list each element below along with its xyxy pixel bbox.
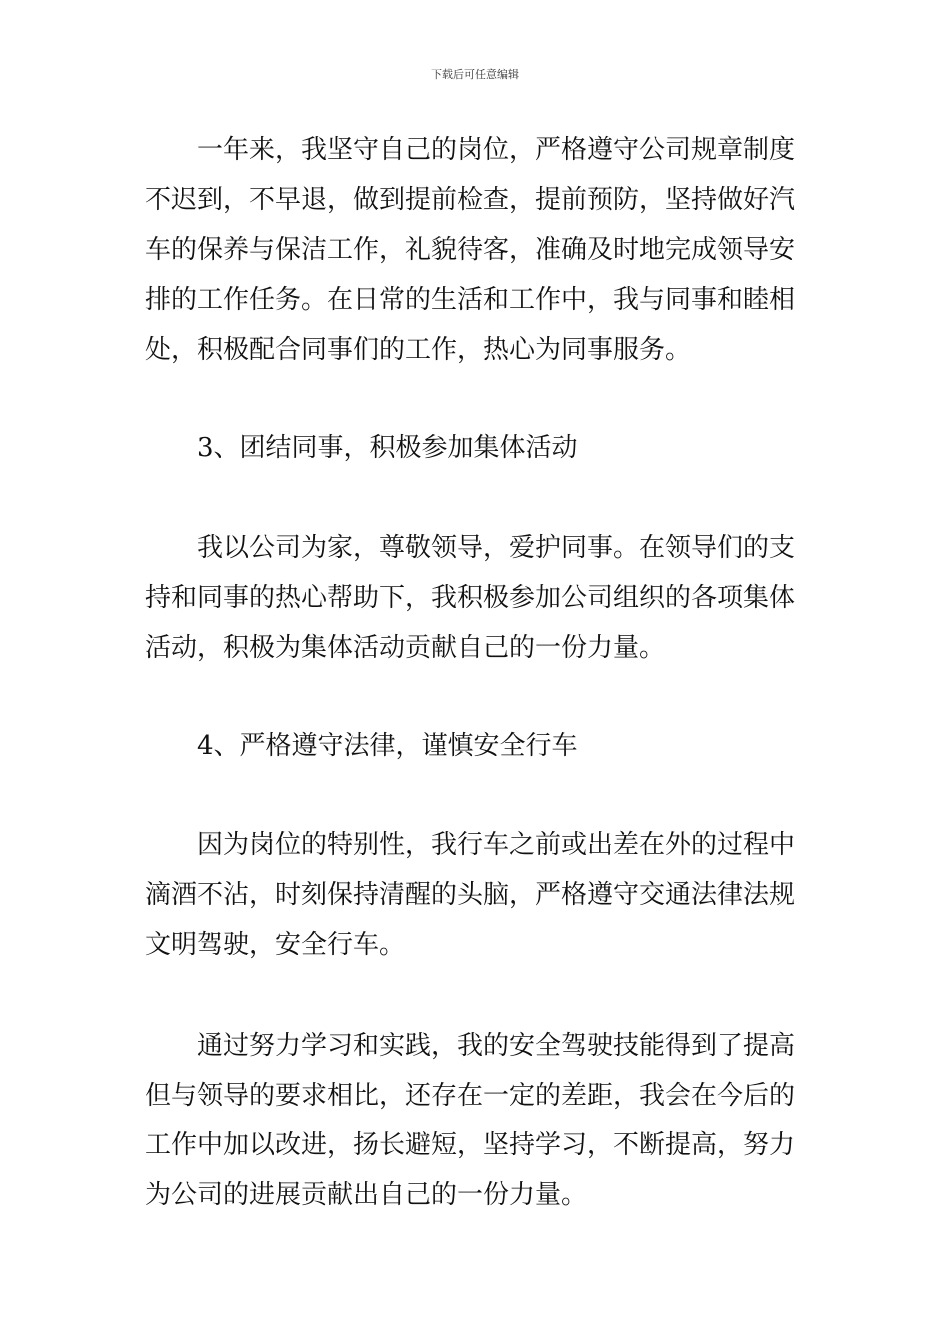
paragraph-line: 工作中加以改进，扬长避短，坚持学习，不断提高，努力 [145, 1130, 796, 1160]
paragraph-line: 文明驾驶，安全行车。 [145, 930, 406, 960]
paragraph-line: 处，积极配合同事们的工作，热心为同事服务。 [145, 335, 692, 365]
page-header: 下载后可任意编辑 [431, 68, 519, 81]
paragraph-line: 通过努力学习和实践，我的安全驾驶技能得到了提高 [145, 1031, 796, 1061]
paragraph-line: 为公司的进展贡献出自己的一份力量。 [145, 1180, 588, 1210]
paragraph-line: 活动，积极为集体活动贡献自己的一份力量。 [145, 633, 666, 663]
paragraph-line: 排的工作任务。在日常的生活和工作中，我与同事和睦相 [145, 285, 796, 315]
paragraph-line: 不迟到，不早退，做到提前检查，提前预防，坚持做好汽 [145, 185, 796, 215]
paragraph-line: 一年来，我坚守自己的岗位，严格遵守公司规章制度 [145, 135, 796, 165]
section-heading-3: 3、团结同事，积极参加集体活动 [145, 433, 578, 463]
paragraph-line: 但与领导的要求相比，还存在一定的差距，我会在今后的 [145, 1081, 796, 1111]
paragraph-line: 因为岗位的特别性，我行车之前或出差在外的过程中 [145, 830, 796, 860]
section-heading-4: 4、严格遵守法律，谨慎安全行车 [145, 731, 578, 761]
paragraph-line: 车的保养与保洁工作，礼貌待客，准确及时地完成领导安 [145, 235, 796, 265]
paragraph-line: 我以公司为家，尊敬领导，爱护同事。在领导们的支 [145, 533, 796, 563]
paragraph-line: 滴酒不沾，时刻保持清醒的头脑，严格遵守交通法律法规 [145, 880, 796, 910]
paragraph-line: 持和同事的热心帮助下，我积极参加公司组织的各项集体 [145, 583, 796, 613]
